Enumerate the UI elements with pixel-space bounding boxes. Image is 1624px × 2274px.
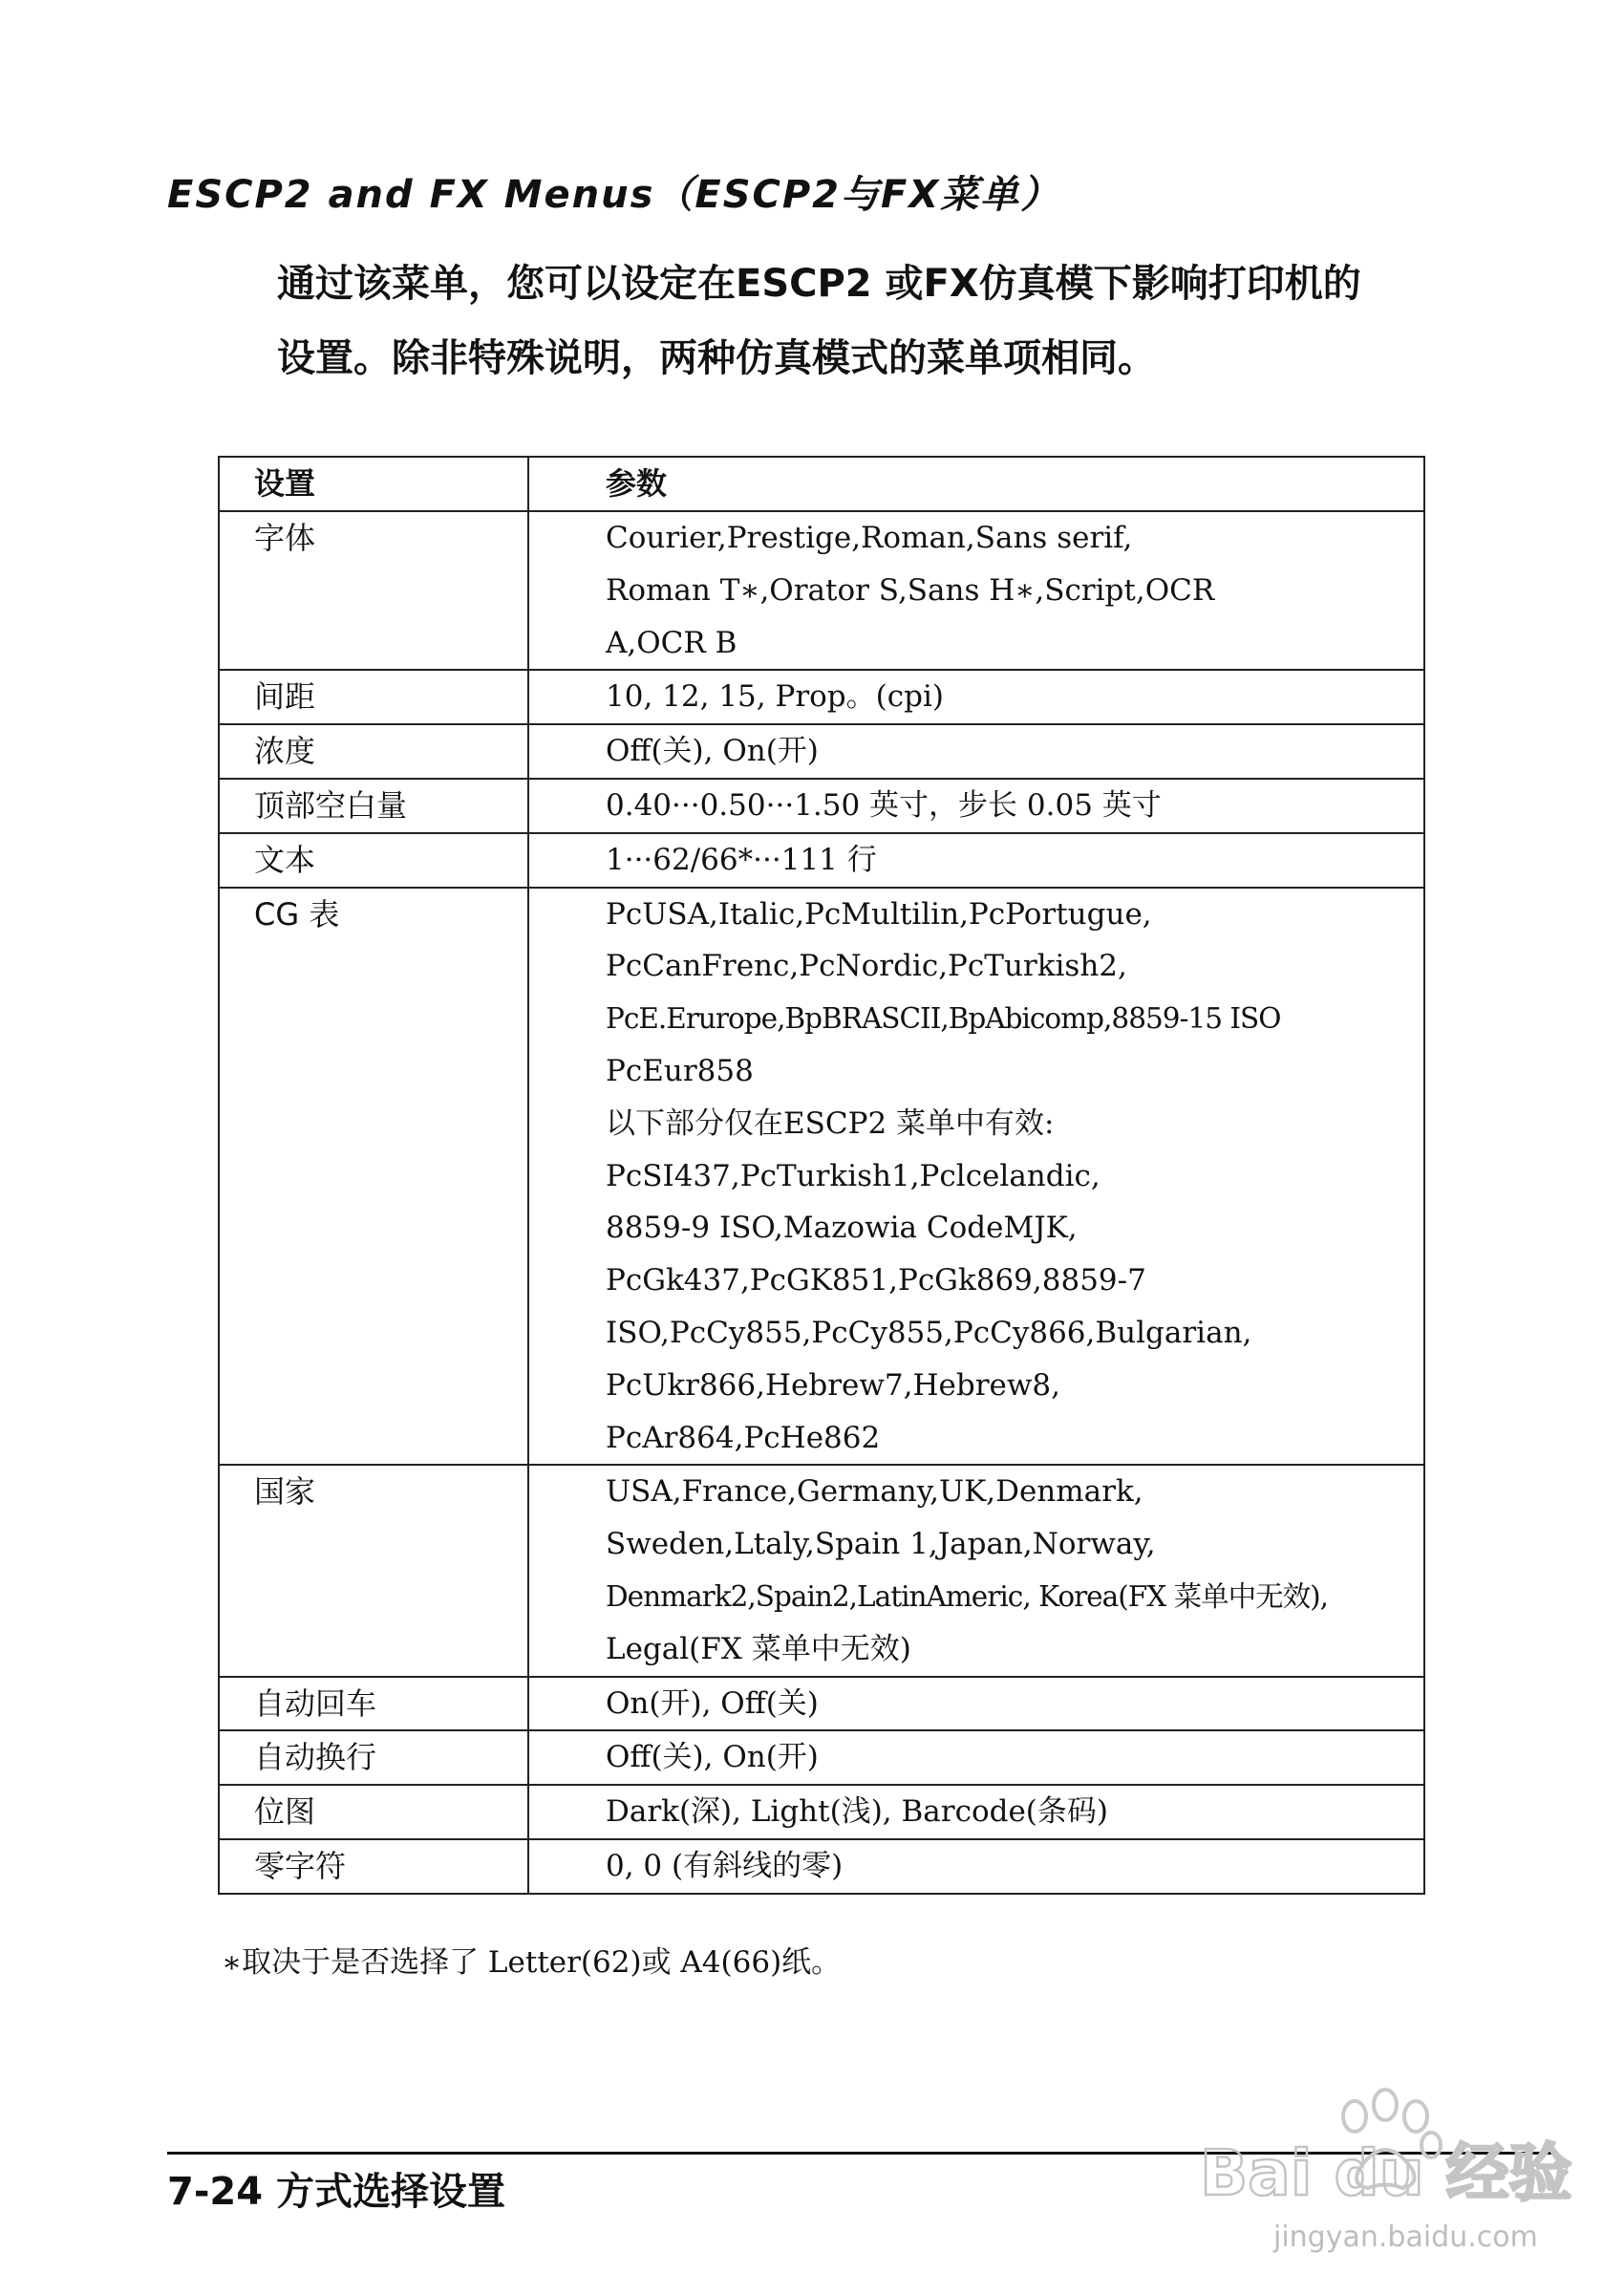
param-line: Dark(深), Light(浅), Barcode(条码)	[606, 1794, 1108, 1830]
setting-name: 顶部空白量	[219, 779, 528, 833]
table-row	[219, 1465, 1424, 1676]
settings-table	[218, 456, 1425, 1895]
param-line: PcAr864,PcHe862	[606, 1420, 881, 1455]
section-title: ESCP2 and FX Menus（ESCP2与FX菜单）	[167, 173, 1061, 217]
param-line: 8859-9 ISO,Mazowia CodeMJK,	[606, 1211, 1078, 1246]
setting-params	[528, 724, 1424, 779]
setting-params	[528, 1839, 1424, 1894]
param-line: 10, 12, 15, Prop。(cpi)	[606, 679, 944, 715]
param-line: 以下部分仅在ESCP2 菜单中有效:	[606, 1105, 1055, 1141]
param-line: PcEur858	[606, 1053, 754, 1088]
watermark-logo-text: Bai du 经验	[1200, 2136, 1572, 2210]
table-row	[219, 1839, 1424, 1894]
param-line: PcGk437,PcGK851,PcGk869,8859-7	[606, 1263, 1146, 1298]
table-row	[219, 670, 1424, 724]
intro-line: 设置。除非特殊说明，两种仿真模式的菜单项相同。	[277, 336, 1156, 380]
param-line: 1···62/66*···111 行	[606, 842, 877, 877]
param-line: USA,France,Germany,UK,Denmark,	[606, 1474, 1143, 1510]
param-line: ISO,PcCy855,PcCy855,PcCy866,Bulgarian,	[606, 1315, 1252, 1350]
watermark-url: jingyan.baidu.com	[1273, 2220, 1538, 2254]
setting-name: 零字符	[219, 1839, 528, 1894]
intro-line: 通过该菜单，您可以设定在ESCP2 或FX仿真模下影响打印机的	[277, 262, 1361, 306]
table-row	[219, 833, 1424, 888]
baidu-jingyan-watermark	[1183, 2078, 1584, 2260]
setting-name: 字体	[219, 511, 528, 670]
param-line: PcE.Erurope,BpBRASCII,BpAbicomp,8859-15 ISO	[606, 1002, 1281, 1036]
param-line: 0, 0 (有斜线的零)	[606, 1848, 844, 1883]
setting-name: 文本	[219, 833, 528, 888]
header-setting: 设置	[219, 457, 528, 511]
table-row	[219, 1785, 1424, 1839]
table-row	[219, 724, 1424, 779]
setting-params	[528, 888, 1424, 1466]
setting-params	[528, 1785, 1424, 1839]
param-line: PcSI437,PcTurkish1,Pclcelandic,	[606, 1158, 1100, 1193]
param-line: A,OCR B	[606, 625, 737, 660]
param-line: Denmark2,Spain2,LatinAmeric, Korea(FX 菜单中无效),	[606, 1579, 1328, 1613]
setting-params	[528, 1465, 1424, 1676]
table-row	[219, 1677, 1424, 1731]
setting-name: 浓度	[219, 724, 528, 779]
intro-paragraph	[277, 247, 1500, 396]
param-line: Sweden,Ltaly,Spain 1,Japan,Norway,	[606, 1527, 1156, 1562]
setting-name: 间距	[219, 670, 528, 724]
param-line: On(开), Off(关)	[606, 1685, 819, 1721]
page-footer: 7-24 方式选择设置	[167, 2170, 506, 2214]
setting-params	[528, 833, 1424, 888]
param-line: Off(关), On(开)	[606, 1740, 819, 1775]
param-line: PcUkr866,Hebrew7,Hebrew8,	[606, 1367, 1060, 1403]
param-line: Off(关), On(开)	[606, 734, 819, 769]
setting-params	[528, 670, 1424, 724]
table-row	[219, 779, 1424, 833]
param-line: Legal(FX 菜单中无效)	[606, 1631, 911, 1666]
setting-name: CG 表	[219, 888, 528, 1466]
table-row	[219, 1730, 1424, 1785]
param-line: PcUSA,Italic,PcMultilin,PcPortugue,	[606, 896, 1152, 932]
setting-params	[528, 1677, 1424, 1731]
param-line: 0.40···0.50···1.50 英寸，步长 0.05 英寸	[606, 787, 1162, 823]
table-row	[219, 888, 1424, 1466]
table-row	[219, 511, 1424, 670]
param-line: Roman T∗,Orator S,Sans H∗,Script,OCR	[606, 572, 1215, 608]
param-line: Courier,Prestige,Roman,Sans serif,	[606, 521, 1133, 555]
footnote: ∗取决于是否选择了 Letter(62)或 A4(66)纸。	[222, 1945, 842, 1980]
setting-params	[528, 1730, 1424, 1785]
param-line: PcCanFrenc,PcNordic,PcTurkish2,	[606, 949, 1127, 984]
header-params: 参数	[528, 457, 1424, 511]
setting-name: 自动换行	[219, 1730, 528, 1785]
table-header-row	[219, 457, 1424, 511]
setting-params	[528, 511, 1424, 670]
setting-name: 国家	[219, 1465, 528, 1676]
setting-name: 自动回车	[219, 1677, 528, 1731]
setting-params	[528, 779, 1424, 833]
setting-name: 位图	[219, 1785, 528, 1839]
